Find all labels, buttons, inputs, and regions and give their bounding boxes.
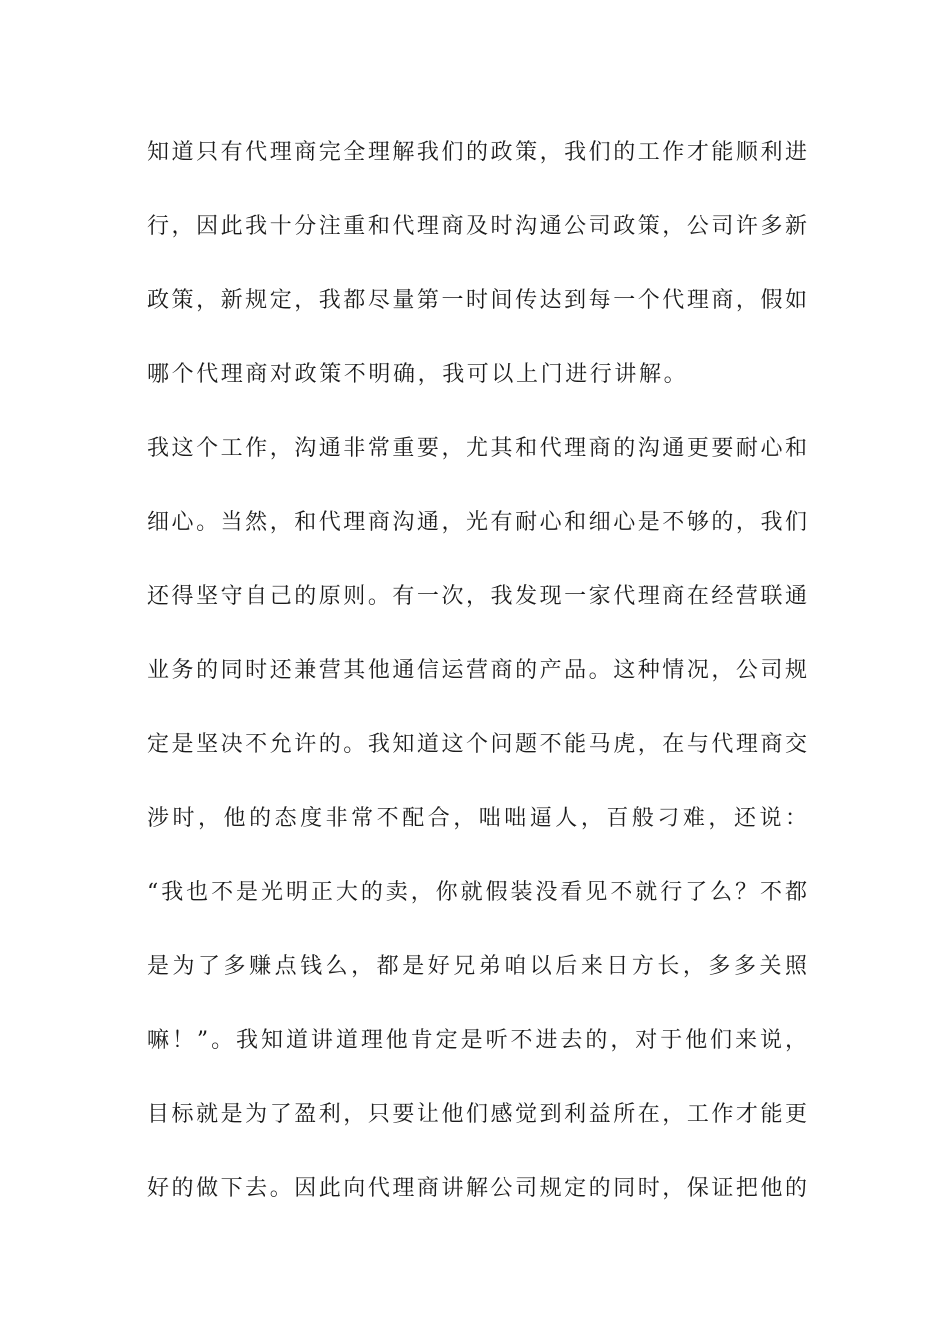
text-line: 行，因此我十分注重和代理商及时沟通公司政策，公司许多新 (147, 214, 807, 239)
text-line: 业务的同时还兼营其他通信运营商的产品。这种情况，公司规 (147, 658, 807, 683)
text-line: 细心。当然，和代理商沟通，光有耐心和细心是不够的，我们 (147, 510, 807, 535)
text-line: 哪个代理商对政策不明确，我可以上门进行讲解。 (147, 362, 689, 387)
text-line: “我也不是光明正大的卖，你就假装没看见不就行了么？不都 (147, 880, 807, 905)
text-line: 定是坚决不允许的。我知道这个问题不能马虎，在与代理商交 (147, 732, 807, 757)
text-line: 政策，新规定，我都尽量第一时间传达到每一个代理商，假如 (147, 288, 807, 313)
text-line: 目标就是为了盈利，只要让他们感觉到利益所在，工作才能更 (147, 1102, 807, 1127)
text-line: 好的做下去。因此向代理商讲解公司规定的同时，保证把他的 (147, 1176, 807, 1201)
text-line: 还得坚守自己的原则。有一次，我发现一家代理商在经营联通 (147, 584, 807, 609)
text-line: 我这个工作，沟通非常重要，尤其和代理商的沟通更要耐心和 (147, 436, 807, 461)
text-line: 是为了多赚点钱么，都是好兄弟咱以后来日方长，多多关照 (147, 954, 807, 979)
text-line: 嘛！”。我知道讲道理他肯定是听不进去的，对于他们来说， (147, 1028, 807, 1053)
text-line: 知道只有代理商完全理解我们的政策，我们的工作才能顺利进 (147, 140, 807, 165)
text-line: 涉时，他的态度非常不配合，咄咄逼人，百般刁难，还说： (147, 806, 807, 831)
